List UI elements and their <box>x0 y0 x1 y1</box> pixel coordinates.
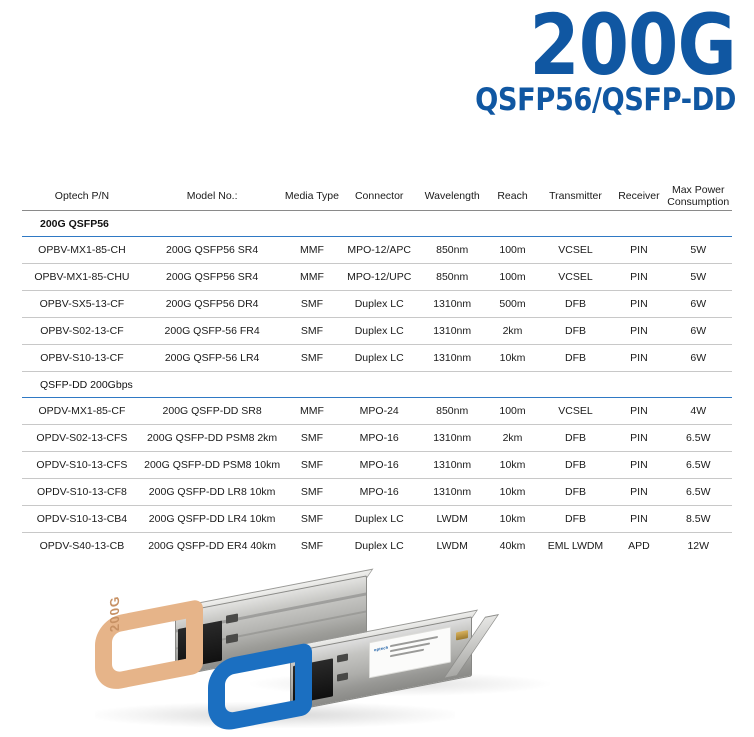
cell-receiver: PIN <box>613 345 664 372</box>
cell-transmitter: DFB <box>538 452 614 479</box>
module-front-lug <box>337 653 348 662</box>
table-row <box>22 237 732 264</box>
module-back-lug <box>226 633 238 643</box>
specification-table <box>22 182 732 560</box>
cell-model: 200G QSFP56 DR4 <box>142 291 283 318</box>
cell-media-type: SMF <box>282 533 341 560</box>
module-front-lug <box>337 672 348 681</box>
cell-wavelength: 1310nm <box>417 291 488 318</box>
cell-model: 200G QSFP-DD SR8 <box>142 398 283 425</box>
cell-wavelength: LWDM <box>417 506 488 533</box>
cell-model: 200G QSFP-DD PSM8 10km <box>142 452 283 479</box>
cell-wavelength: 850nm <box>417 264 488 291</box>
cell-max-power: 6.5W <box>664 452 732 479</box>
banner-main-title: 200G <box>529 0 736 94</box>
cell-connector: MPO-12/UPC <box>341 264 416 291</box>
cell-connector: Duplex LC <box>341 345 416 372</box>
cell-reach: 10km <box>487 506 537 533</box>
cell-transmitter: DFB <box>538 345 614 372</box>
module-back-bail-latch <box>95 594 203 694</box>
column-header-receiver: Receiver <box>613 182 664 211</box>
cell-media-type: SMF <box>282 318 341 345</box>
table-section-header-row <box>22 372 732 398</box>
cell-media-type: SMF <box>282 425 341 452</box>
cell-wavelength: 1310nm <box>417 345 488 372</box>
cell-model: 200G QSFP56 SR4 <box>142 237 283 264</box>
table-header <box>22 182 732 211</box>
cell-reach: 100m <box>487 398 537 425</box>
cell-max-power: 6W <box>664 345 732 372</box>
column-header-media-type: Media Type <box>282 182 341 211</box>
cell-receiver: PIN <box>613 291 664 318</box>
cell-connector: MPO-16 <box>341 452 416 479</box>
cell-media-type: SMF <box>282 506 341 533</box>
product-photo <box>0 552 754 737</box>
cell-media-type: SMF <box>282 345 341 372</box>
module-front-lugs <box>337 652 355 691</box>
cell-reach: 10km <box>487 345 537 372</box>
module-front-end-cap <box>443 614 499 679</box>
cell-max-power: 6.5W <box>664 479 732 506</box>
specification-table-container <box>22 182 732 560</box>
cell-media-type: MMF <box>282 264 341 291</box>
column-header-wavelength: Wavelength <box>417 182 488 211</box>
table-row <box>22 425 732 452</box>
cell-transmitter: DFB <box>538 291 614 318</box>
cell-transmitter: DFB <box>538 506 614 533</box>
cell-model: 200G QSFP-56 LR4 <box>142 345 283 372</box>
cell-wavelength: LWDM <box>417 533 488 560</box>
cell-part-number: OPDV-S10-13-CFS <box>22 452 142 479</box>
cell-model: 200G QSFP56 SR4 <box>142 264 283 291</box>
cell-media-type: MMF <box>282 398 341 425</box>
cell-reach: 10km <box>487 452 537 479</box>
module-front-gold-contact <box>456 630 468 640</box>
cell-receiver: PIN <box>613 264 664 291</box>
table-row <box>22 264 732 291</box>
cell-transmitter: VCSEL <box>538 264 614 291</box>
table-row <box>22 291 732 318</box>
table-row <box>22 398 732 425</box>
cell-transmitter: VCSEL <box>538 398 614 425</box>
table-row <box>22 452 732 479</box>
cell-media-type: MMF <box>282 237 341 264</box>
table-row <box>22 506 732 533</box>
cell-part-number: OPDV-S40-13-CB <box>22 533 142 560</box>
cell-part-number: OPBV-S10-13-CF <box>22 345 142 372</box>
page-header-banner <box>0 0 754 150</box>
cell-reach: 2km <box>487 425 537 452</box>
cell-wavelength: 850nm <box>417 398 488 425</box>
cell-wavelength: 1310nm <box>417 318 488 345</box>
cell-receiver: PIN <box>613 398 664 425</box>
cell-part-number: OPDV-MX1-85-CF <box>22 398 142 425</box>
cell-media-type: SMF <box>282 291 341 318</box>
cell-connector: Duplex LC <box>341 533 416 560</box>
cell-connector: MPO-12/APC <box>341 237 416 264</box>
cell-reach: 40km <box>487 533 537 560</box>
cell-receiver: PIN <box>613 479 664 506</box>
table-row <box>22 479 732 506</box>
cell-part-number: OPDV-S10-13-CB4 <box>22 506 142 533</box>
cell-reach: 100m <box>487 237 537 264</box>
cell-max-power: 6W <box>664 318 732 345</box>
cell-receiver: PIN <box>613 318 664 345</box>
module-front-product-label <box>369 626 451 678</box>
cell-max-power: 6W <box>664 291 732 318</box>
cell-max-power: 4W <box>664 398 732 425</box>
cell-transmitter: DFB <box>538 479 614 506</box>
table-section-title: 200G QSFP56 <box>22 211 732 237</box>
table-section-title: QSFP-DD 200Gbps <box>22 372 732 398</box>
cell-wavelength: 1310nm <box>417 479 488 506</box>
cell-media-type: SMF <box>282 452 341 479</box>
cell-receiver: PIN <box>613 506 664 533</box>
cell-receiver: PIN <box>613 425 664 452</box>
cell-reach: 2km <box>487 318 537 345</box>
column-header-part-number: Optech P/N <box>22 182 142 211</box>
column-header-transmitter: Transmitter <box>538 182 614 211</box>
module-back-latch-label: 200G <box>107 594 122 634</box>
table-header-row <box>22 182 732 211</box>
cell-receiver: PIN <box>613 452 664 479</box>
table-row <box>22 318 732 345</box>
cell-reach: 100m <box>487 264 537 291</box>
cell-reach: 10km <box>487 479 537 506</box>
cell-part-number: OPBV-MX1-85-CHU <box>22 264 142 291</box>
cell-connector: Duplex LC <box>341 506 416 533</box>
cell-transmitter: EML LWDM <box>538 533 614 560</box>
cell-max-power: 12W <box>664 533 732 560</box>
cell-connector: Duplex LC <box>341 318 416 345</box>
cell-model: 200G QSFP-DD PSM8 2km <box>142 425 283 452</box>
cell-model: 200G QSFP-DD ER4 40km <box>142 533 283 560</box>
banner-subtitle: QSFP56/QSFP-DD <box>475 82 736 118</box>
cell-part-number: OPBV-MX1-85-CH <box>22 237 142 264</box>
column-header-connector: Connector <box>341 182 416 211</box>
cell-part-number: OPDV-S10-13-CF8 <box>22 479 142 506</box>
module-label-brand-mark: optech <box>374 644 389 653</box>
cell-model: 200G QSFP-DD LR4 10km <box>142 506 283 533</box>
cell-transmitter: DFB <box>538 318 614 345</box>
column-header-model: Model No.: <box>142 182 283 211</box>
cell-transmitter: VCSEL <box>538 237 614 264</box>
cell-transmitter: DFB <box>538 425 614 452</box>
cell-part-number: OPDV-S02-13-CFS <box>22 425 142 452</box>
cell-model: 200G QSFP-DD LR8 10km <box>142 479 283 506</box>
cell-max-power: 8.5W <box>664 506 732 533</box>
cell-connector: MPO-24 <box>341 398 416 425</box>
table-body <box>22 211 732 560</box>
cell-media-type: SMF <box>282 479 341 506</box>
cell-max-power: 5W <box>664 264 732 291</box>
cell-part-number: OPBV-SX5-13-CF <box>22 291 142 318</box>
cell-model: 200G QSFP-56 FR4 <box>142 318 283 345</box>
table-row <box>22 345 732 372</box>
cell-receiver: PIN <box>613 237 664 264</box>
cell-wavelength: 850nm <box>417 237 488 264</box>
cell-connector: MPO-16 <box>341 425 416 452</box>
product-photo-scene <box>0 552 754 737</box>
cell-max-power: 5W <box>664 237 732 264</box>
module-back-lugs <box>226 612 246 654</box>
cell-connector: MPO-16 <box>341 479 416 506</box>
cell-wavelength: 1310nm <box>417 425 488 452</box>
cell-receiver: APD <box>613 533 664 560</box>
module-back-lug <box>226 613 238 623</box>
column-header-reach: Reach <box>487 182 537 211</box>
cell-reach: 500m <box>487 291 537 318</box>
cell-connector: Duplex LC <box>341 291 416 318</box>
cell-part-number: OPBV-S02-13-CF <box>22 318 142 345</box>
cell-wavelength: 1310nm <box>417 452 488 479</box>
table-section-header-row <box>22 211 732 237</box>
cell-max-power: 6.5W <box>664 425 732 452</box>
column-header-max-power: Max Power Consumption <box>664 182 732 211</box>
